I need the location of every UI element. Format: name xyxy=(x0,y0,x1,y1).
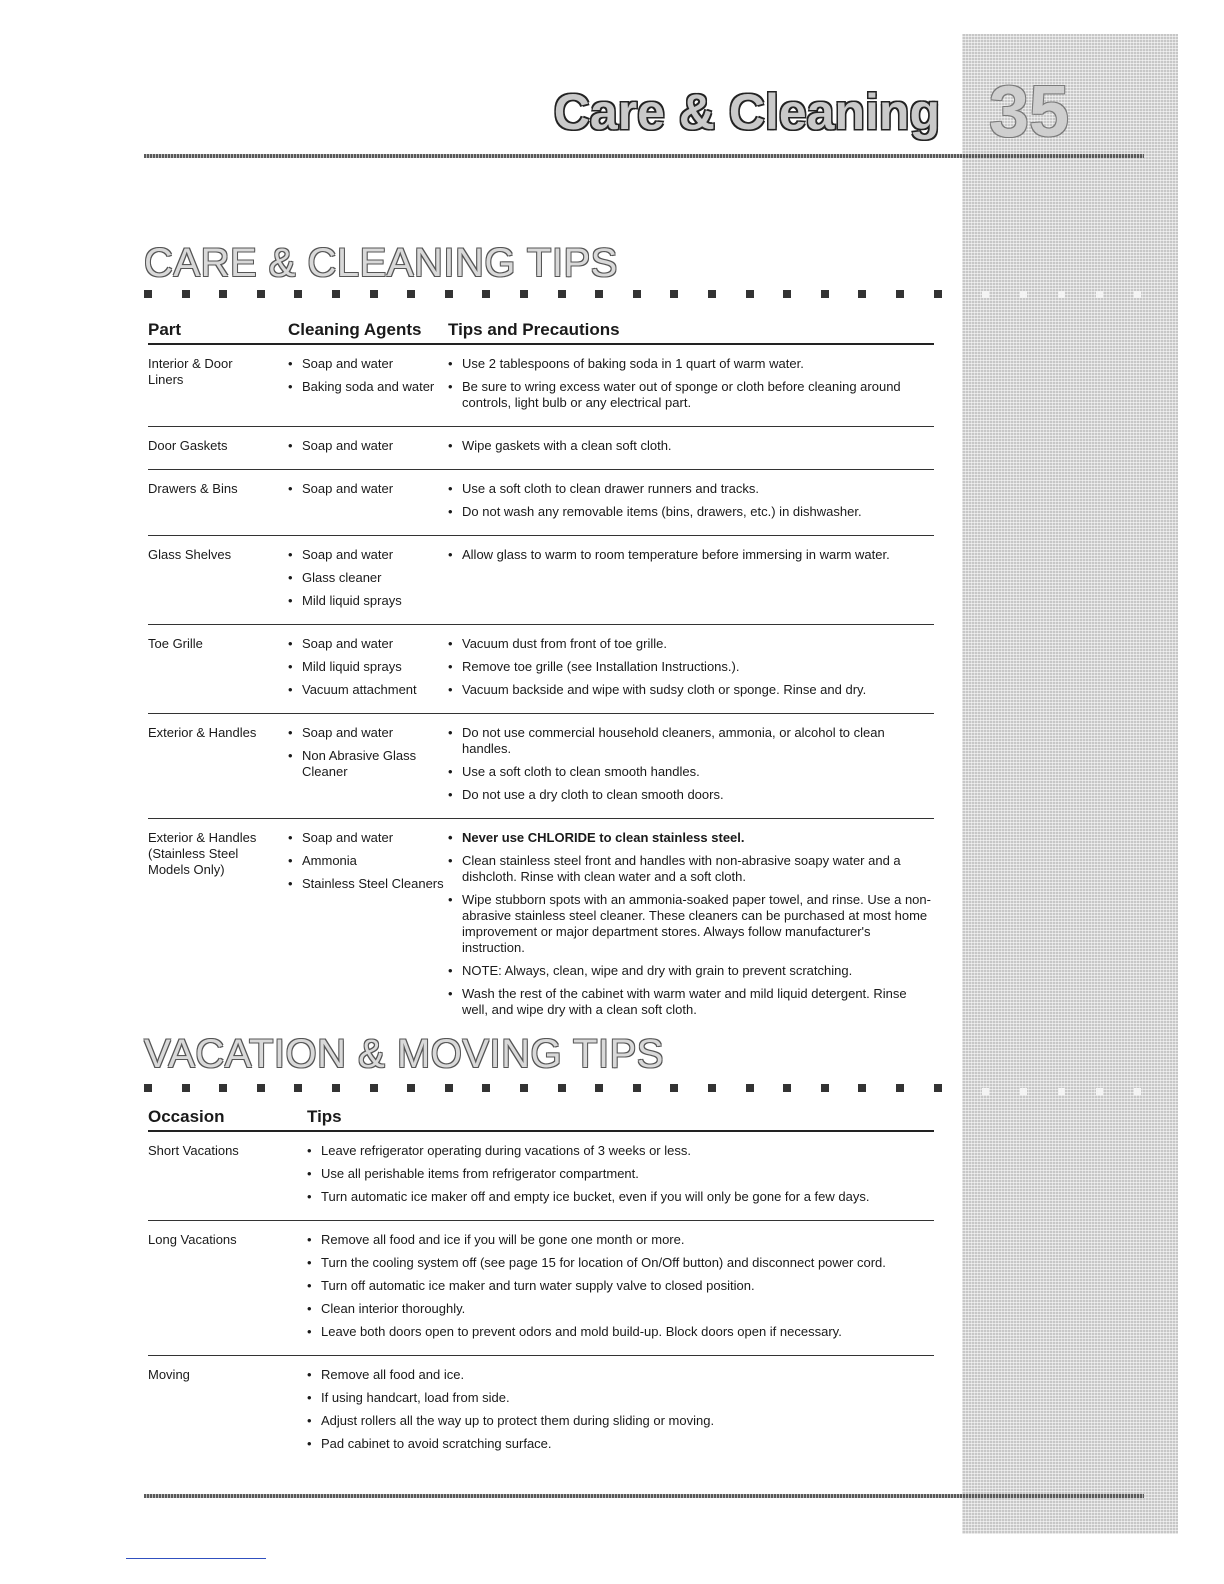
bullet-item: • Use 2 tablespoons of baking soda in 1 quart of warm water. xyxy=(448,356,934,372)
bullet-item: • Pad cabinet to avoid scratching surface. xyxy=(307,1436,934,1452)
divider-dot xyxy=(294,1084,302,1092)
bullet-item: • Wipe gaskets with a clean soft cloth. xyxy=(448,438,934,454)
bullet-item: • Stainless Steel Cleaners xyxy=(288,876,448,892)
divider-dot xyxy=(558,1084,566,1092)
table-row xyxy=(148,819,934,1033)
bullet-item: • Ammonia xyxy=(288,853,448,869)
part-cell: Interior & Door Liners xyxy=(148,356,233,387)
vacation-dot-divider xyxy=(144,1084,944,1093)
bullet-item: • Vacuum attachment xyxy=(288,682,448,698)
divider-dot xyxy=(332,290,340,298)
divider-dot xyxy=(144,1084,152,1092)
bullet-list xyxy=(448,547,934,563)
bullet-item: • Use a soft cloth to clean smooth handles. xyxy=(448,764,934,780)
tips-cell xyxy=(307,1230,934,1347)
tips-cell xyxy=(448,436,934,461)
divider-dot xyxy=(821,290,829,298)
bullet-item: • Glass cleaner xyxy=(288,570,448,586)
tips-cell xyxy=(448,545,934,616)
header-part: Part xyxy=(148,320,182,339)
care-section-heading: CARE & CLEANING TIPS xyxy=(144,241,618,285)
divider-dot xyxy=(934,1084,942,1092)
bullet-item: • Non Abrasive Glass Cleaner xyxy=(288,748,448,780)
tips-cell xyxy=(448,479,934,527)
bullet-item: • Do not use a dry cloth to clean smooth doors. xyxy=(448,787,934,803)
bullet-item: • Soap and water xyxy=(288,356,448,372)
vacation-table-header xyxy=(148,1107,934,1132)
header-cleaning-agents: Cleaning Agents xyxy=(288,320,422,339)
bullet-item: • Leave refrigerator operating during vacations of 3 weeks or less. xyxy=(307,1143,934,1159)
vacation-table xyxy=(148,1107,934,1467)
divider-dot xyxy=(934,290,942,298)
bullet-list xyxy=(448,438,934,454)
table-row xyxy=(148,345,934,427)
bullet-item: • Adjust rollers all the way up to protect them during sliding or moving. xyxy=(307,1413,934,1429)
part-cell: Door Gaskets xyxy=(148,438,228,453)
divider-dot xyxy=(257,290,265,298)
page-number: 35 xyxy=(988,72,1070,152)
occasion-cell: Long Vacations xyxy=(148,1232,237,1247)
agents-cell xyxy=(288,436,448,461)
agents-cell xyxy=(288,545,448,616)
bullet-item: • Soap and water xyxy=(288,725,448,741)
divider-dot xyxy=(182,290,190,298)
bullet-list xyxy=(448,830,934,1018)
care-table xyxy=(148,320,934,1033)
bullet-item: • If using handcart, load from side. xyxy=(307,1390,934,1406)
divider-dot xyxy=(595,1084,603,1092)
divider-dot xyxy=(482,290,490,298)
table-row xyxy=(148,714,934,819)
divider-dot xyxy=(633,290,641,298)
footer-rule xyxy=(144,1494,1144,1498)
agents-cell xyxy=(288,479,448,527)
divider-dot xyxy=(708,1084,716,1092)
bullet-item: • Turn off automatic ice maker and turn water supply valve to closed position. xyxy=(307,1278,934,1294)
table-row xyxy=(148,1221,934,1356)
bullet-item: • Use a soft cloth to clean drawer runners and tracks. xyxy=(448,481,934,497)
page-title: Care & Cleaning xyxy=(553,84,940,140)
bullet-list xyxy=(448,725,934,803)
bullet-item: • Do not use commercial household cleaners, ammonia, or alcohol to clean handles. xyxy=(448,725,934,757)
bullet-item: • Wash the rest of the cabinet with warm water and mild liquid detergent. Rinse well, and wipe dry with a clean soft cloth. xyxy=(448,986,934,1018)
bullet-item: • Soap and water xyxy=(288,636,448,652)
divider-dot xyxy=(520,1084,528,1092)
bullet-item: • Soap and water xyxy=(288,547,448,563)
bullet-item: • Mild liquid sprays xyxy=(288,593,448,609)
part-cell: Exterior & Handles (Stainless Steel Models Only) xyxy=(148,830,257,877)
bullet-list xyxy=(307,1232,934,1340)
divider-dot xyxy=(144,290,152,298)
divider-dot xyxy=(783,1084,791,1092)
bullet-list xyxy=(288,356,448,395)
bullet-item: • Turn the cooling system off (see page 15 for location of On/Off button) and disconnect power cord. xyxy=(307,1255,934,1271)
bullet-list xyxy=(288,636,448,698)
divider-dot xyxy=(558,290,566,298)
divider-dot xyxy=(482,1084,490,1092)
table-row xyxy=(148,470,934,536)
tips-cell xyxy=(448,634,934,705)
divider-dot xyxy=(219,290,227,298)
bullet-item: • Leave both doors open to prevent odors and mold build-up. Block doors open if necessary. xyxy=(307,1324,934,1340)
divider-dot xyxy=(219,1084,227,1092)
agents-cell xyxy=(288,354,448,418)
agents-cell xyxy=(288,828,448,1025)
bullet-item: • Remove toe grille (see Installation Instructions.). xyxy=(448,659,934,675)
sidebar-dots-top xyxy=(982,291,1157,299)
divider-dot xyxy=(858,290,866,298)
tips-cell xyxy=(448,723,934,810)
bullet-list xyxy=(288,725,448,780)
care-table-header xyxy=(148,320,934,345)
divider-dot xyxy=(746,290,754,298)
occasion-cell: Moving xyxy=(148,1367,190,1382)
table-row xyxy=(148,625,934,714)
divider-dot xyxy=(520,290,528,298)
bullet-item: • Baking soda and water xyxy=(288,379,448,395)
bullet-item: • Never use CHLORIDE to clean stainless steel. xyxy=(448,830,934,846)
table-row xyxy=(148,1132,934,1221)
agents-cell xyxy=(288,634,448,705)
part-cell: Drawers & Bins xyxy=(148,481,238,496)
bullet-item: • Do not wash any removable items (bins, drawers, etc.) in dishwasher. xyxy=(448,504,934,520)
divider-dot xyxy=(821,1084,829,1092)
page-tab-sidebar xyxy=(962,34,1178,1534)
bullet-item: • Vacuum dust from front of toe grille. xyxy=(448,636,934,652)
divider-dot xyxy=(746,1084,754,1092)
divider-dot xyxy=(445,1084,453,1092)
divider-dot xyxy=(670,1084,678,1092)
bullet-item: • Clean stainless steel front and handles with non-abrasive soapy water and a dishcloth. Rinse with clean water and a soft cloth. xyxy=(448,853,934,885)
bullet-list xyxy=(448,356,934,411)
table-row xyxy=(148,536,934,625)
tips-cell xyxy=(448,828,934,1025)
divider-dot xyxy=(370,1084,378,1092)
bullet-list xyxy=(307,1367,934,1452)
divider-dot xyxy=(370,290,378,298)
table-row xyxy=(148,427,934,470)
bullet-item: • Vacuum backside and wipe with sudsy cloth or sponge. Rinse and dry. xyxy=(448,682,934,698)
divider-dot xyxy=(896,1084,904,1092)
divider-dot xyxy=(708,290,716,298)
bullet-list xyxy=(288,547,448,609)
divider-dot xyxy=(633,1084,641,1092)
sidebar-dots-bottom xyxy=(982,1088,1157,1096)
table-row xyxy=(148,1356,934,1467)
divider-dot xyxy=(670,290,678,298)
divider-dot xyxy=(595,290,603,298)
bullet-list xyxy=(307,1143,934,1205)
divider-dot xyxy=(896,290,904,298)
header-tips-precautions: Tips and Precautions xyxy=(448,320,620,339)
part-cell: Glass Shelves xyxy=(148,547,232,562)
bullet-list xyxy=(448,481,934,520)
bullet-item: • Allow glass to warm to room temperature before immersing in warm water. xyxy=(448,547,934,563)
divider-dot xyxy=(257,1084,265,1092)
bullet-item: • Wipe stubborn spots with an ammonia-soaked paper towel, and rinse. Use a non-abrasive stainless steel cleaner. These cleaners can be purchased at most home improvement or major department stores. Always follow manufacturer's instruction. xyxy=(448,892,934,956)
header-occasion: Occasion xyxy=(148,1107,225,1126)
bullet-list xyxy=(288,481,448,497)
bullet-list xyxy=(448,636,934,698)
bullet-item: • NOTE: Always, clean, wipe and dry with grain to prevent scratching. xyxy=(448,963,934,979)
divider-dot xyxy=(783,290,791,298)
header-rule xyxy=(144,154,1144,158)
bullet-item: • Remove all food and ice. xyxy=(307,1367,934,1383)
header-tips: Tips xyxy=(307,1107,342,1126)
divider-dot xyxy=(445,290,453,298)
bullet-item: • Remove all food and ice if you will be gone one month or more. xyxy=(307,1232,934,1248)
bullet-list xyxy=(288,830,448,892)
bullet-item: • Soap and water xyxy=(288,481,448,497)
bottom-link-line xyxy=(126,1558,266,1559)
bullet-item: • Be sure to wring excess water out of sponge or cloth before cleaning around controls, light bulb or any electrical part. xyxy=(448,379,934,411)
vacation-section-heading: VACATION & MOVING TIPS xyxy=(144,1032,664,1076)
bullet-item: • Clean interior thoroughly. xyxy=(307,1301,934,1317)
tips-cell xyxy=(448,354,934,418)
bullet-item: • Soap and water xyxy=(288,830,448,846)
care-table-body xyxy=(148,345,934,1033)
divider-dot xyxy=(407,1084,415,1092)
occasion-cell: Short Vacations xyxy=(148,1143,239,1158)
part-cell: Toe Grille xyxy=(148,636,203,651)
bullet-list xyxy=(288,438,448,454)
vacation-table-body xyxy=(148,1132,934,1467)
bullet-item: • Mild liquid sprays xyxy=(288,659,448,675)
tips-cell xyxy=(307,1365,934,1459)
divider-dot xyxy=(294,290,302,298)
part-cell: Exterior & Handles xyxy=(148,725,257,740)
bullet-item: • Turn automatic ice maker off and empty ice bucket, even if you will only be gone for a few days. xyxy=(307,1189,934,1205)
bullet-item: • Use all perishable items from refrigerator compartment. xyxy=(307,1166,934,1182)
care-dot-divider xyxy=(144,290,944,299)
bullet-item: • Soap and water xyxy=(288,438,448,454)
divider-dot xyxy=(332,1084,340,1092)
agents-cell xyxy=(288,723,448,810)
divider-dot xyxy=(182,1084,190,1092)
divider-dot xyxy=(858,1084,866,1092)
tips-cell xyxy=(307,1141,934,1212)
divider-dot xyxy=(407,290,415,298)
